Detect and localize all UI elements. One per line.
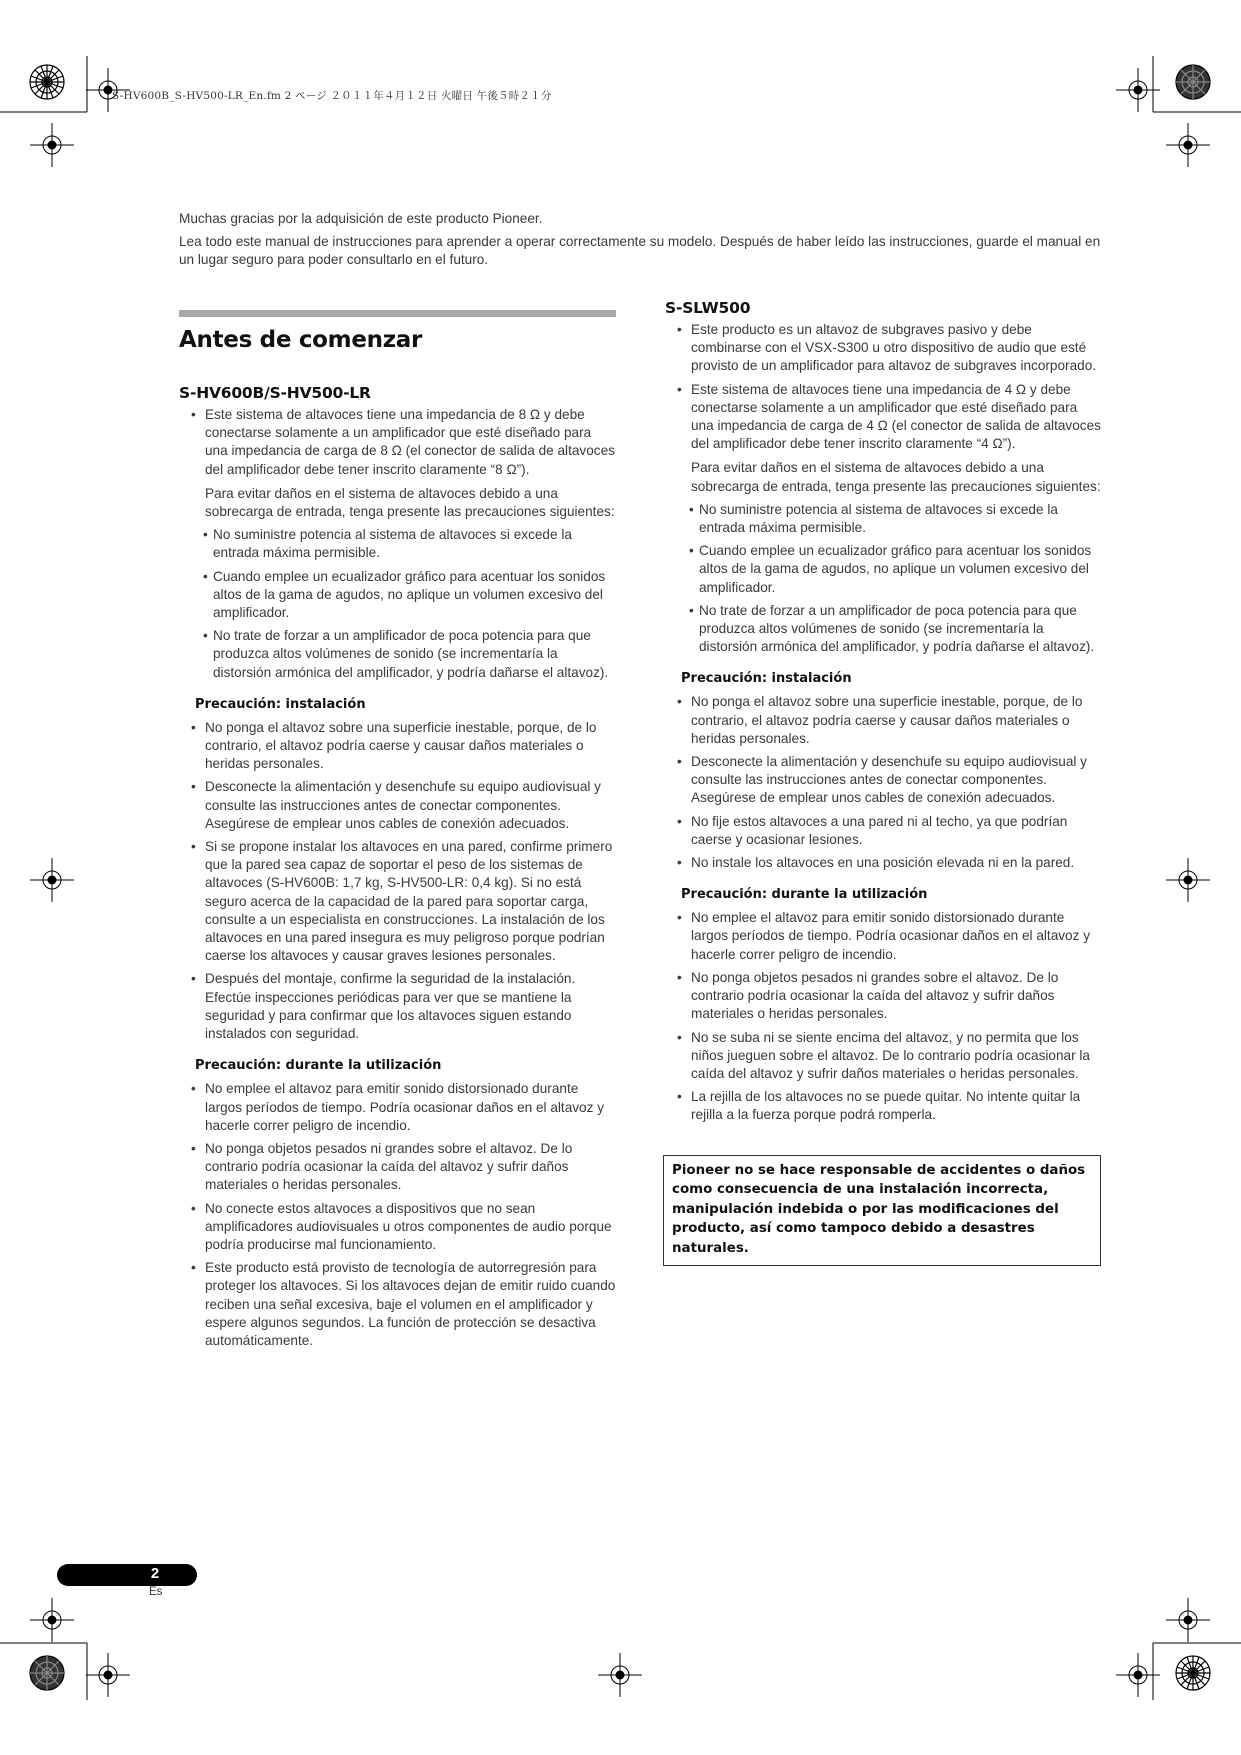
impedance-bullet: • Este sistema de altavoces tiene una impedancia de 8 Ω y debe conectarse solamente a un amplificador que esté diseñado para una impedancia de carga de 8 Ω (el conector de salida de altavoces del amplificador debe tener inscrito claramente “8 Ω”).: [179, 406, 616, 479]
section-rule: [179, 310, 616, 317]
subwoofer-info-list: [665, 321, 1101, 453]
page-number: 2: [150, 1565, 160, 1582]
use-caution-heading: Precaución: durante la utilización: [195, 1058, 442, 1074]
model-heading-hv600b: S-HV600B/S-HV500-LR: [179, 384, 371, 402]
impedance-list: [179, 406, 616, 479]
list-item: • No ponga el altavoz sobre una superficie inestable, porque, de lo contrario, el altavoz podría caerse y causar daños materiales o heridas personales.: [665, 693, 1101, 748]
list-item: • Después del montaje, confirme la seguridad de la instalación. Efectúe inspecciones periódicas para ver que se mantiene la seguridad y para confirmar que los altavoces siguen estando instalados con seguridad.: [179, 970, 616, 1043]
left-column: [179, 310, 616, 1355]
list-item: • No emplee el altavoz para emitir sonido distorsionado durante largos períodos de tiempo. Podría ocasionar daños en el altavoz y hacerle correr peligro de incendio.: [665, 909, 1101, 964]
section-title: Antes de comenzar: [179, 327, 423, 353]
page-language-code: Es: [149, 1586, 163, 1598]
install-caution-heading: Precaución: instalación: [195, 696, 366, 712]
list-item: • Este producto está provisto de tecnología de autorregresión para proteger los altavoces. Si los altavoces dejan de emitir ruido cuando reciben una señal excesiva, baje el volumen en el amplificador y espere algunos segundos. La función de protección se desactiva automáticamente.: [179, 1259, 616, 1350]
list-item: • No fije estos altavoces a una pared ni al techo, ya que podrían caerse y ocasionar lesiones.: [665, 813, 1101, 849]
list-item: • No conecte estos altavoces a dispositivos que no sean amplificadores audiovisuales u otros componentes de audio porque podría producirse mal funcionamiento.: [179, 1200, 616, 1255]
list-item: • No trate de forzar a un amplificador de poca potencia para que produzca altos volúmenes de sonido (se incrementaría la distorsión armónica del amplificador, y podría dañarse el altavoz).: [203, 627, 616, 682]
list-item: • La rejilla de los altavoces no se puede quitar. No intente quitar la rejilla a la fuerza porque podrá romperla.: [665, 1088, 1101, 1124]
list-item: • Este sistema de altavoces tiene una impedancia de 4 Ω y debe conectarse solamente a un amplificador que esté diseñado para una impedancia de carga de 4 Ω (el conector de salida de altavoces del amplificador debe tener inscrito claramente “4 Ω”).: [665, 381, 1101, 454]
overload-list: [203, 526, 616, 682]
overload-intro: Para evitar daños en el sistema de altavoces debido a una sobrecarga de entrada, tenga presente las precauciones siguientes:: [691, 460, 1101, 494]
list-item: • Desconecte la alimentación y desenchufe su equipo audiovisual y consulte las instrucciones antes de conectar componentes. Asegúrese de emplear unos cables de conexión adecuados.: [179, 778, 616, 833]
intro: [179, 210, 1109, 274]
liability-notice: Pioneer no se hace responsable de accidentes o daños como consecuencia de una instalación incorrecta, manipulación indebida o por las modificaciones del producto, así como tampoco debido a desastres naturales.: [663, 1155, 1101, 1267]
intro-thanks: Muchas gracias por la adquisición de este producto Pioneer.: [179, 211, 543, 226]
list-item: • Este producto es un altavoz de subgraves pasivo y debe combinarse con el VSX-S300 u otro dispositivo de audio que esté provisto de un amplificador para altavoz de subgraves incorporado.: [665, 321, 1101, 376]
install-caution-heading: Precaución: instalación: [681, 671, 852, 687]
page-number-tab: [57, 1564, 197, 1586]
list-item: • Desconecte la alimentación y desenchufe su equipo audiovisual y consulte las instrucciones antes de conectar componentes. Asegúrese de emplear unos cables de conexión adecuados.: [665, 753, 1101, 808]
install-caution-list: [665, 693, 1101, 872]
list-item: • No instale los altavoces en una posición elevada ni en la pared.: [665, 854, 1101, 872]
list-item: • No ponga el altavoz sobre una superficie inestable, porque, de lo contrario, el altavoz podría caerse y causar daños materiales o heridas personales.: [179, 719, 616, 774]
list-item: • Cuando emplee un ecualizador gráfico para acentuar los sonidos altos de la gama de agudos, no aplique un volumen excesivo del amplificador.: [689, 542, 1101, 597]
right-column: [665, 298, 1101, 1266]
install-caution-list: [179, 719, 616, 1043]
list-item: • Cuando emplee un ecualizador gráfico para acentuar los sonidos altos de la gama de agudos, no aplique un volumen excesivo del amplificador.: [203, 568, 616, 623]
use-caution-heading: Precaución: durante la utilización: [681, 887, 928, 903]
list-item: • No suministre potencia al sistema de altavoces si excede la entrada máxima permisible.: [689, 501, 1101, 537]
list-item: • No trate de forzar a un amplificador de poca potencia para que produzca altos volúmenes de sonido (se incrementaría la distorsión armónica del amplificador, y podría dañarse el altavoz).: [689, 602, 1101, 657]
list-item: • No suministre potencia al sistema de altavoces si excede la entrada máxima permisible.: [203, 526, 616, 562]
overload-list: [689, 501, 1101, 657]
list-item: • Si se propone instalar los altavoces en una pared, confirme primero que la pared sea capaz de soportar el peso de los sistemas de altavoces (S-HV600B: 1,7 kg, S-HV500-LR: 0,4 kg). Si no está seguro acerca de la capacidad de la pared para soportar carga, consulte a un especialista en construcciones. La instalación de los altavoces en una pared insegura es muy peligroso porque podrían caerse los altavoces y causar graves lesiones personales.: [179, 838, 616, 965]
model-heading-slw500: S-SLW500: [665, 299, 751, 317]
list-item: • No se suba ni se siente encima del altavoz, y no permita que los niños jueguen sobre el altavoz. De lo contrario podría ocasionar la caída del altavoz y sufrir daños materiales o heridas personales.: [665, 1029, 1101, 1084]
file-header-line: S-HV600B_S-HV500-LR_En.fm 2 ページ ２０１１年４月１２日 火曜日 午後５時２１分: [112, 90, 552, 102]
list-item: • No ponga objetos pesados ni grandes sobre el altavoz. De lo contrario podría ocasionar la caída del altavoz y sufrir daños materiales o heridas personales.: [665, 969, 1101, 1024]
list-item: • No emplee el altavoz para emitir sonido distorsionado durante largos períodos de tiempo. Podría ocasionar daños en el altavoz y hacerle correr peligro de incendio.: [179, 1080, 616, 1135]
list-item: • No ponga objetos pesados ni grandes sobre el altavoz. De lo contrario podría ocasionar la caída del altavoz y sufrir daños materiales o heridas personales.: [179, 1140, 616, 1195]
intro-read-manual: Lea todo este manual de instrucciones para aprender a operar correctamente su modelo. Después de haber leído las instrucciones, guarde el manual en un lugar seguro para poder consultarlo en el futuro.: [179, 233, 1101, 267]
use-caution-list: [665, 909, 1101, 1124]
use-caution-list: [179, 1080, 616, 1350]
overload-intro: Para evitar daños en el sistema de altavoces debido a una sobrecarga de entrada, tenga presente las precauciones siguientes:: [205, 485, 615, 520]
